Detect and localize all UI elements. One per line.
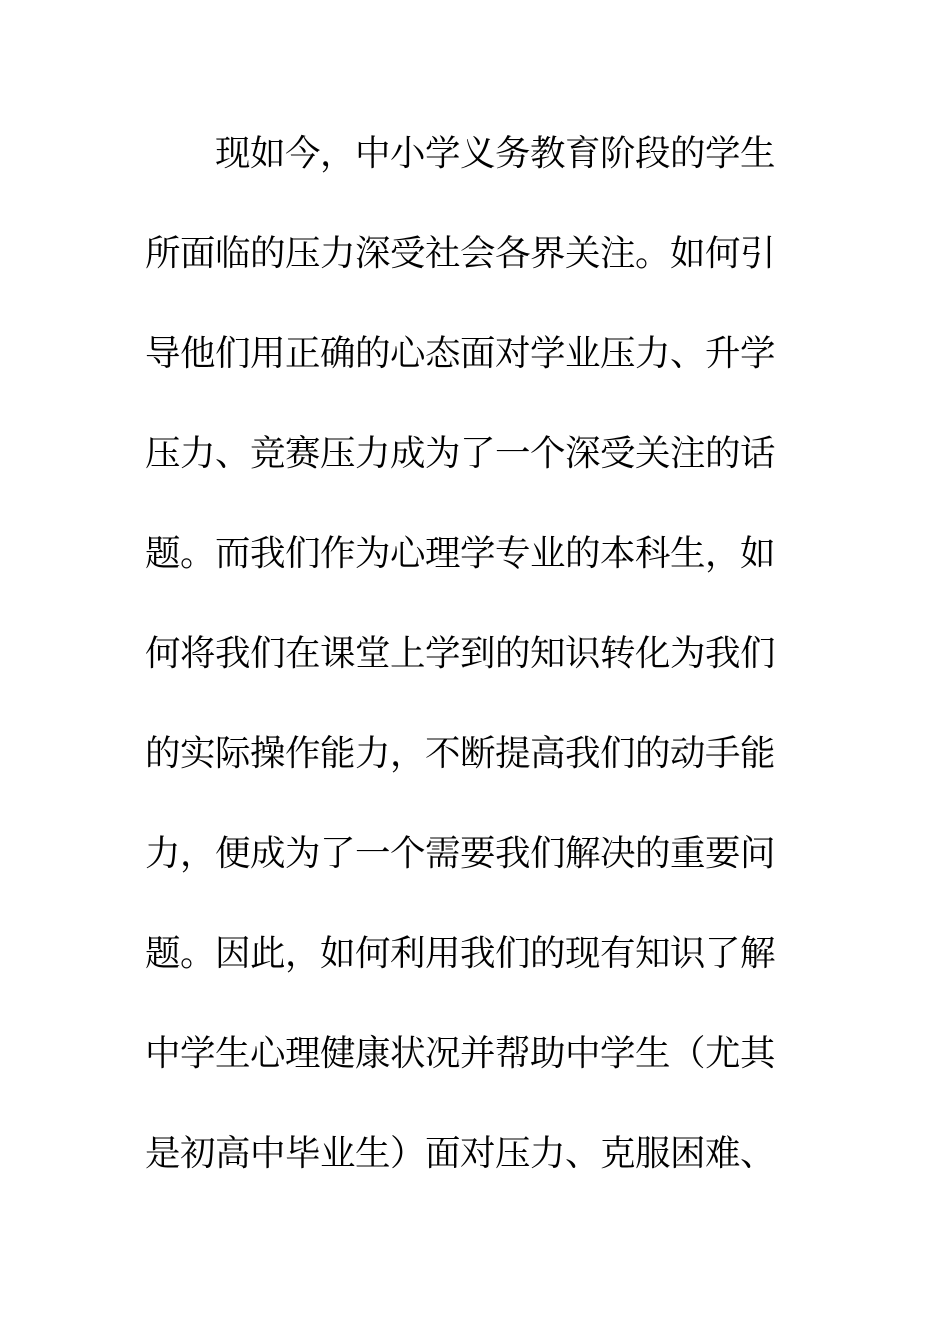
- paragraph-line: 中学生心理健康状况并帮助中学生（尤其: [145, 1033, 776, 1074]
- paragraph-line: 题。而我们作为心理学专业的本科生，如: [145, 533, 776, 574]
- paragraph-line: 现如今，中小学义务教育阶段的学生: [215, 133, 776, 174]
- paragraph-line: 是初高中毕业生）面对压力、克服困难、: [145, 1133, 776, 1174]
- paragraph-line: 压力、竞赛压力成为了一个深受关注的话: [145, 433, 776, 474]
- body-paragraph: [145, 126, 785, 1226]
- paragraph-line: 何将我们在课堂上学到的知识转化为我们: [145, 633, 776, 674]
- paragraph-line: 导他们用正确的心态面对学业压力、升学: [145, 333, 776, 374]
- paragraph-line: 所面临的压力深受社会各界关注。如何引: [145, 233, 776, 274]
- paragraph-line: 题。因此，如何利用我们的现有知识了解: [145, 933, 776, 974]
- paragraph-line: 力，便成为了一个需要我们解决的重要问: [145, 833, 776, 874]
- paragraph-line: 的实际操作能力，不断提高我们的动手能: [145, 733, 776, 774]
